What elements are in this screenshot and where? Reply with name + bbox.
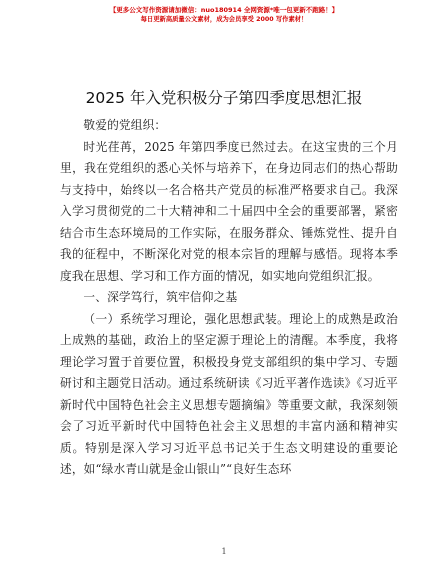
body-paragraph: 时光荏苒，2025 年第四季度已然过去。在这宝贵的三个月里，我在党组织的悉心关怀与培养下，在身边同志们的热心帮助与支持中，始终以一名合格共产党员的标准严格要求自己。我深入学习贯彻党的二十大精神和二十届四中全会的重要部署，紧密结合市生态环境局的工作实际，在服务群众、锤炼党性、提升自我的征程中，不断深化对党的根本宗旨的理解与感悟。现将本季度我在思想、学习和工作方面的情况，如实地向党组织汇报。 bbox=[60, 139, 398, 283]
promo-banner bbox=[0, 6, 448, 24]
document-body bbox=[60, 115, 398, 481]
document-title: 2025 年入党积极分子第四季度思想汇报 bbox=[85, 89, 363, 107]
page-number: 1 bbox=[221, 547, 227, 556]
promo-banner-line-2: 每日更新高质量公文素材，成为会员享受 2000 写作素材！ bbox=[140, 16, 308, 23]
body-paragraph: （一）系统学习理论，强化思想武装。理论上的成熟是政治上成熟的基础，政治上的坚定源于理论上的清醒。本季度，我将理论学习置于首要位置，积极投身党支部组织的集中学习、专题研讨和主题党日活动。通过系统研读《习近平著作选读》《习近平新时代中国特色社会主义思想专题摘编》等重要文献，我深刻领会了习近平新时代中国特色社会主义思想的丰富内涵和精神实质。特别是深入学习习近平总书记关于生态文明建设的重要论述，如“绿水青山就是金山银山”“良好生态环 bbox=[60, 311, 398, 476]
section-heading: 一、深学笃行，筑牢信仰之基 bbox=[83, 290, 238, 304]
promo-banner-line-1: 【更多公文写作资源请加微信：nuo180914 全网资源*唯一包更新不跑路！】 bbox=[109, 6, 339, 14]
salutation: 敬爱的党组织： bbox=[83, 118, 167, 132]
